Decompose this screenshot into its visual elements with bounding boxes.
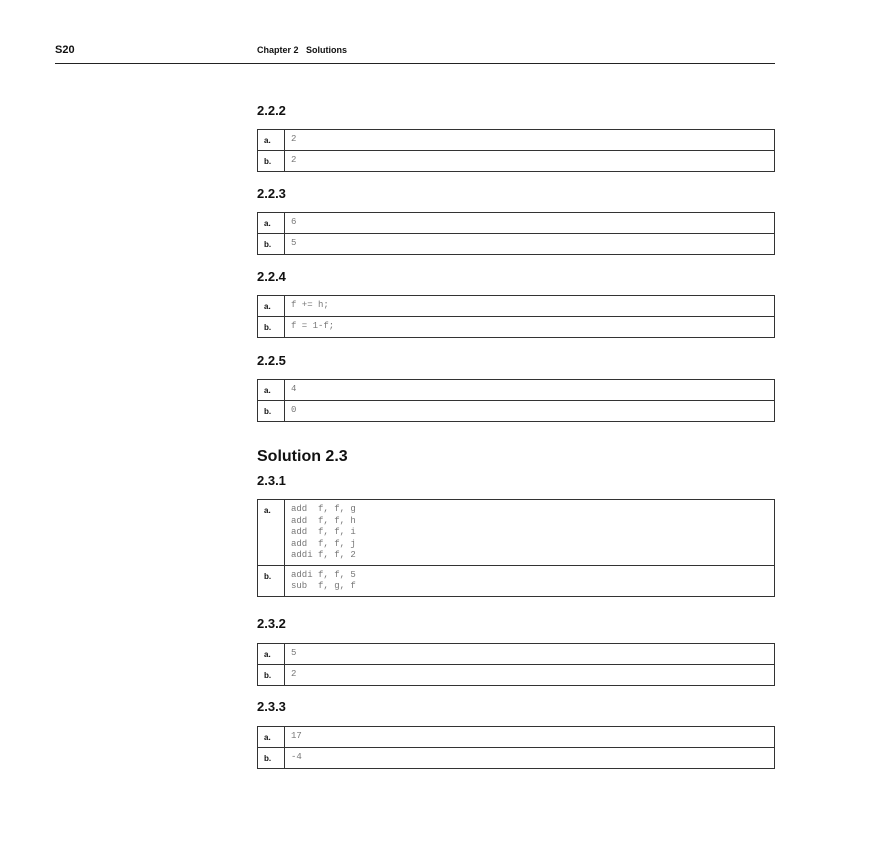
answer-table xyxy=(257,643,775,686)
answer-table xyxy=(257,295,775,338)
row-value: add f, f, g add f, f, h add f, f, i add f, f, j addi f, f, 2 xyxy=(285,500,775,566)
row-value: 2 xyxy=(285,130,775,151)
table-row xyxy=(258,380,775,401)
solution-title: Solution 2.3 xyxy=(257,448,348,465)
table-row xyxy=(258,665,775,686)
header-rule xyxy=(55,63,775,64)
row-value: f += h; xyxy=(285,296,775,317)
answer-table xyxy=(257,129,775,172)
table-row xyxy=(258,748,775,769)
row-label: b. xyxy=(258,151,285,172)
section-heading: 2.2.2 xyxy=(257,103,286,118)
table-row xyxy=(258,500,775,566)
table-row xyxy=(258,565,775,596)
section-heading: 2.2.3 xyxy=(257,186,286,201)
row-label: a. xyxy=(258,644,285,665)
table-row xyxy=(258,130,775,151)
table-row xyxy=(258,727,775,748)
row-value: 0 xyxy=(285,401,775,422)
answer-table xyxy=(257,499,775,597)
table-row xyxy=(258,234,775,255)
row-label: b. xyxy=(258,317,285,338)
row-label: b. xyxy=(258,665,285,686)
row-label: b. xyxy=(258,234,285,255)
row-label: a. xyxy=(258,130,285,151)
table-row xyxy=(258,644,775,665)
row-value: 2 xyxy=(285,151,775,172)
chapter-header: Chapter 2 Solutions xyxy=(257,45,348,55)
section-heading: 2.3.2 xyxy=(257,616,286,631)
row-label: a. xyxy=(258,296,285,317)
row-value: f = 1-f; xyxy=(285,317,775,338)
row-value: 2 xyxy=(285,665,775,686)
answer-table xyxy=(257,379,775,422)
page-number: S20 xyxy=(55,44,75,56)
answer-table xyxy=(257,212,775,255)
row-label: a. xyxy=(258,213,285,234)
table-row xyxy=(258,401,775,422)
row-label: b. xyxy=(258,401,285,422)
row-label: a. xyxy=(258,380,285,401)
table-row xyxy=(258,151,775,172)
row-value: 5 xyxy=(285,234,775,255)
row-value: 17 xyxy=(285,727,775,748)
row-label: a. xyxy=(258,500,285,566)
row-value: 4 xyxy=(285,380,775,401)
answer-table xyxy=(257,726,775,769)
row-label: a. xyxy=(258,727,285,748)
row-value: 5 xyxy=(285,644,775,665)
row-label: b. xyxy=(258,748,285,769)
row-value: -4 xyxy=(285,748,775,769)
row-label: b. xyxy=(258,565,285,596)
table-row xyxy=(258,317,775,338)
section-heading: 2.3.3 xyxy=(257,699,286,714)
table-row xyxy=(258,296,775,317)
table-row xyxy=(258,213,775,234)
section-heading: 2.3.1 xyxy=(257,473,286,488)
row-value: addi f, f, 5 sub f, g, f xyxy=(285,565,775,596)
section-heading: 2.2.5 xyxy=(257,353,286,368)
section-heading: 2.2.4 xyxy=(257,269,286,284)
row-value: 6 xyxy=(285,213,775,234)
